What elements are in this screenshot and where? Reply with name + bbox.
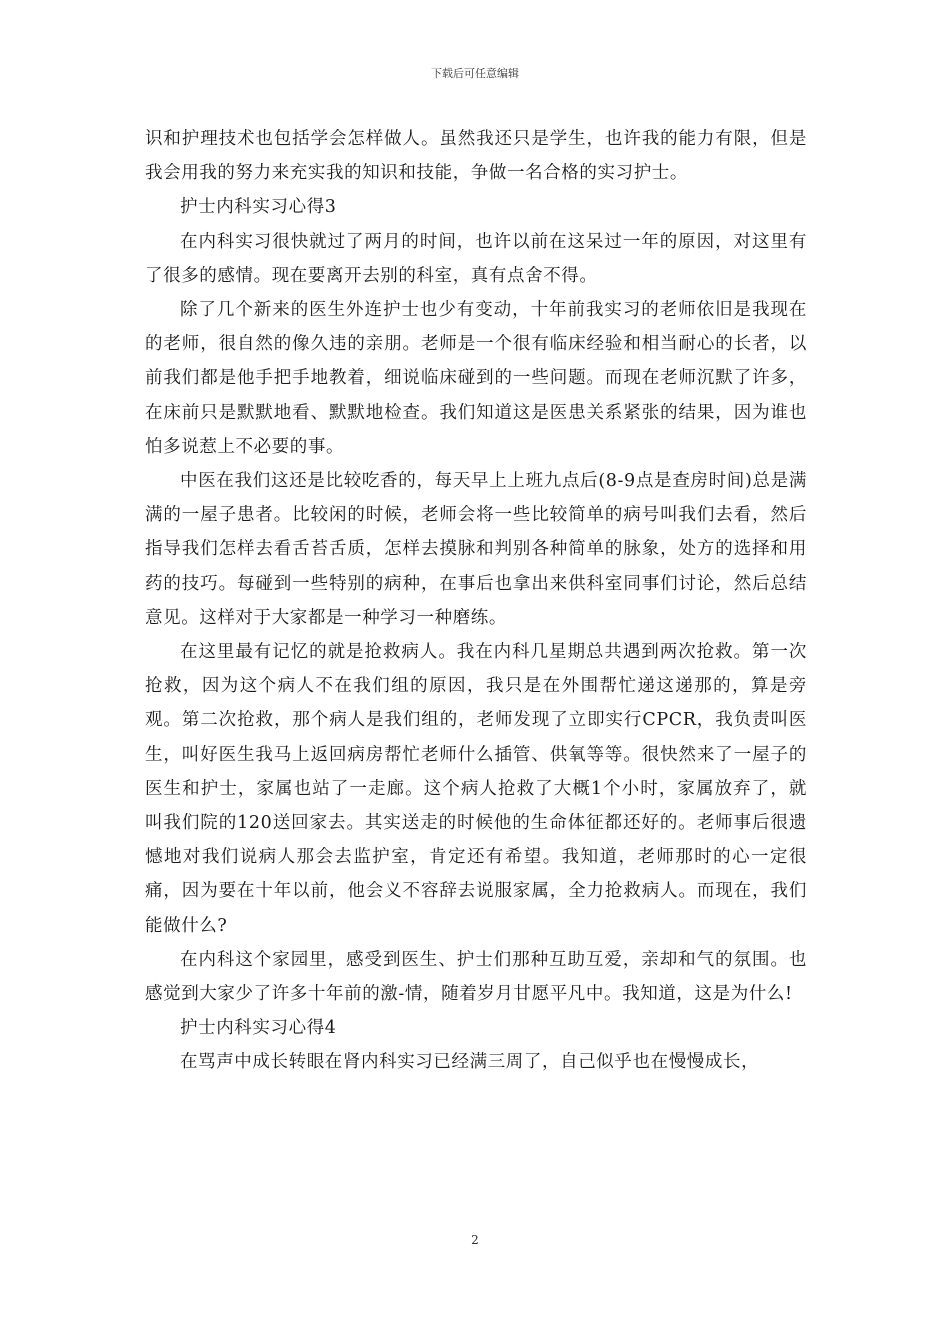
paragraph: 在这里最有记忆的就是抢救病人。我在内科几星期总共遇到两次抢救。第一次抢救，因为这个病人不在我们组的原因，我只是在外围帮忙递这递那的，算是旁观。第二次抢救，那个病人是我们组的，老师发现了立即实行CPCR，我负责叫医生，叫好医生我马上返回病房帮忙老师什么插管、供氧等等。很快然来了一屋子的医生和护士，家属也站了一走廊。这个病人抢救了大概1个小时，家属放弃了，就叫我们院的120送回家去。其实送走的时候他的生命体征都还好的。老师事后很遗憾地对我们说病人那会去监护室，肯定还有希望。我知道，老师那时的心一定很痛，因为要在十年以前，他会义不容辞去说服家属，全力抢救病人。而现在，我们能做什么? xyxy=(145,642,807,936)
page-number: 2 xyxy=(471,1233,479,1247)
document-body xyxy=(145,122,807,1080)
section-heading-3: 护士内科实习心得3 xyxy=(180,197,337,218)
paragraph: 在内科这个家园里，感受到医生、护士们那种互助互爱，亲却和气的氛围。也感觉到大家少了许多十年前的激-情，随着岁月甘愿平凡中。我知道，这是为什么! xyxy=(145,949,807,1005)
section-heading-4: 护士内科实习心得4 xyxy=(180,1018,337,1039)
paragraph-continued: 识和护理技术也包括学会怎样做人。虽然我还只是学生，也许我的能力有限，但是我会用我的努力来充实我的知识和技能，争做一名合格的实习护士。 xyxy=(145,129,807,184)
page-header: 下载后可任意编辑 xyxy=(431,67,519,80)
paragraph: 在内科实习很快就过了两月的时间，也许以前在这呆过一年的原因，对这里有了很多的感情。现在要离开去别的科室，真有点舍不得。 xyxy=(145,231,807,286)
paragraph: 除了几个新来的医生外连护士也少有变动，十年前我实习的老师依旧是我现在的老师，很自然的像久违的亲朋。老师是一个很有临床经验和相当耐心的长者，以前我们都是他手把手地教着，细说临床碰到的一些问题。而现在老师沉默了许多，在床前只是默默地看、默默地检查。我们知道这是医患关系紧张的结果，因为谁也怕多说惹上不必要的事。 xyxy=(145,300,807,457)
paragraph: 在骂声中成长转眼在肾内科实习已经满三周了，自己似乎也在慢慢成长， xyxy=(180,1052,760,1073)
paragraph: 中医在我们这还是比较吃香的，每天早上上班九点后(8-9点是查房时间)总是满满的一屋子患者。比较闲的时候，老师会将一些比较简单的病号叫我们去看，然后指导我们怎样去看舌苔舌质，怎样去摸脉和判别各种简单的脉象，处方的选择和用药的技巧。每碰到一些特别的病种，在事后也拿出来供科室同事们讨论，然后总结意见。这样对于大家都是一种学习一种磨练。 xyxy=(145,471,807,628)
